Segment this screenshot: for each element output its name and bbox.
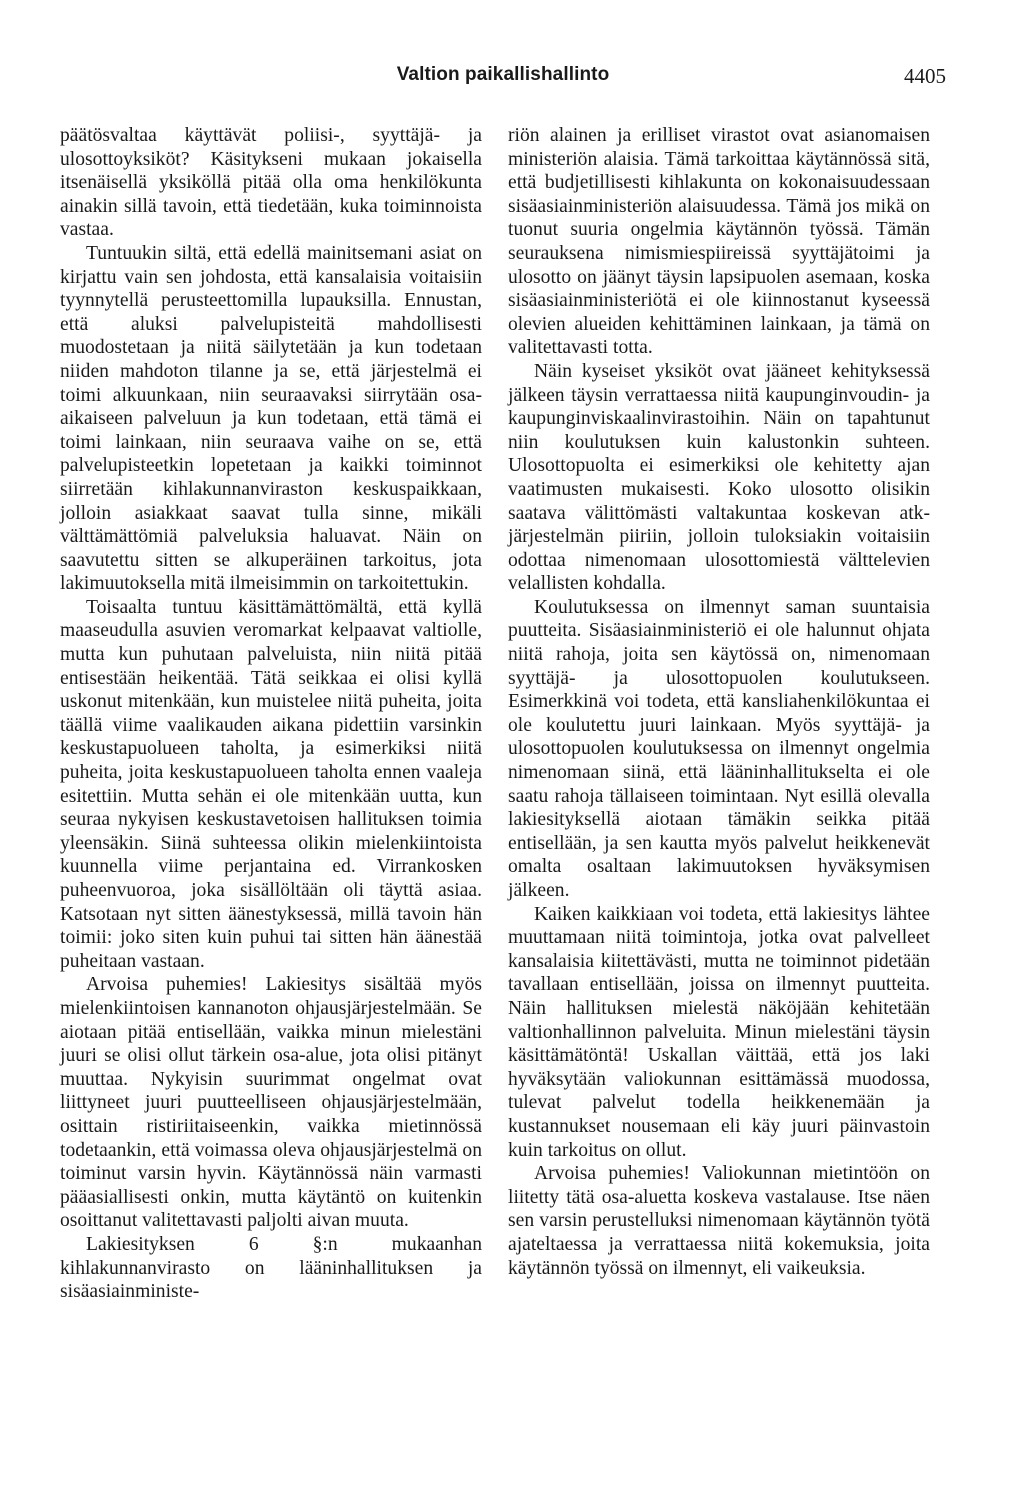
right-column bbox=[508, 124, 930, 1280]
paragraph: Lakiesityksen 6 §:n mukaanhan kihlakunnanvirasto on lääninhallituksen ja sisäasiainministe- bbox=[60, 1233, 482, 1303]
paragraph: Kaiken kaikkiaan voi todeta, että lakiesitys lähtee muuttamaan niitä toimintoja, jotka ovat palvelleet kansalaisia kiitettävästi, mutta ne toiminnot pidetään tavallaan entisellään, joissa on ilmennyt puutteita. Näin hallituksen mielestä näköjään kehitetään valtionhallinnon palveluita. Minun mielestäni täysin käsittämätöntä! Uskallan väittää, että jos laki hyväksytään valiokunnan esittämässä muodossa, tulevat palvelut todella heikkenemään ja kustannukset nousemaan eli käy juuri päinvastoin kuin tarkoitus on ollut. bbox=[508, 903, 930, 1161]
left-column bbox=[60, 124, 482, 1304]
paragraph: Koulutuksessa on ilmennyt saman suuntaisia puutteita. Sisäasiainministeriö ei ole halunnut ohjata niitä rahoja, joita sen käytössä on, nimenomaan syyttäjä- ja ulosottopuolen koulutukseen. Esimerkkinä voi todeta, että kansliahenkilökuntaa ei ole koulutettu juuri lainkaan. Myös syyttäjä- ja ulosottopuolen koulutuksessa on ilmennyt ongelmia nimenomaan siinä, että lääninhallitukselta ei ole saatu rahoja tällaiseen toimintaan. Nyt esillä olevalla lakiesityksellä aiotaan tämäkin seikka pitää entisellään, ja sen kautta myös palvelut heikkenevät omalta osaltaan lakimuutoksen hyväksymisen jälkeen. bbox=[508, 596, 930, 901]
paragraph: Näin kyseiset yksiköt ovat jääneet kehityksessä jälkeen täysin verrattaessa niitä kaupunginvoudin- ja kaupunginviskaalinvirastoihin. Näin on tapahtunut niin koulutuksen kuin kalustonkin suhteen. Ulosottopuolta ei esimerkiksi ole kehitetty ajan vaatimusten mukaisesti. Koko ulosotto olisikin saatava välittömästi valtakuntaa koskevan atk-järjestelmän piiriin, jolloin tuloksiakin voitaisiin odottaa nimenomaan ulosottomiestä välttelevien velallisten kohdalla. bbox=[508, 360, 930, 595]
paragraph: Toisaalta tuntuu käsittämättömältä, että kyllä maaseudulla asuvien veromarkat kelpaavat valtiolle, mutta kun puhutaan palveluista, niin niitä pitää entisestään heikentää. Tätä seikkaa ei olisi kyllä uskonut mitenkään, kun muistelee niitä puheita, joita täällä viime vaalikauden aikana pidettiin varsinkin keskustapuolueen taholta, ja esimerkiksi niitä puheita, joita keskustapuolueen taholta ennen vaaleja esitettiin. Mutta sehän ei ole mitenkään uutta, kun seuraa nykyisen keskustavetoisen hallituksen toimia yleensäkin. Siinä suhteessa olikin mielenkiintoista kuunnella viime perjantaina ed. Virrankosken puheenvuoroa, joka sisällöltään oli täyttä asiaa. Katsotaan nyt sitten äänestyksessä, millä tavoin hän toimii: joko siten kuin puhui tai sitten hän äänestää puheitaan vastaan. bbox=[60, 596, 482, 972]
page-number: 4405 bbox=[904, 64, 946, 88]
paragraph: Arvoisa puhemies! Valiokunnan mietintöön on liitetty tätä osa-aluetta koskeva vastalause. Itse näen sen varsin perustelluksi nimenomaan käytännön työtä ajateltaessa ja verrattaessa niitä kokemuksia, joita käytännön työssä on ilmennyt, eli vaikeuksia. bbox=[508, 1163, 930, 1279]
paragraph: riön alainen ja erilliset virastot ovat asianomaisen ministeriön alaisia. Tämä tarkoittaa käytännössä sitä, että budjetillisesti kihlakunta on kokonaisuudessaan sisäasiainministeriön alaisuudessa. Tämä jos mikä on tuonut suuria ongelmia käytännön työssä. Tämän seurauksena nimismiespiireissä syyttäjätoimi ja ulosotto on jäänyt täysin lapsipuolen asemaan, koska sisäasiainministeriötä ei ole kiinnostanut kyseessä olevien alueiden kehittäminen lainkaan, ja tämä on valitettavasti totta. bbox=[508, 125, 930, 359]
paragraph: Tuntuukin siltä, että edellä mainitsemani asiat on kirjattu vain sen johdosta, että kansalaisia voitaisiin tyynnytellä perusteettomilla lupauksilla. Ennustan, että aluksi palvelupisteitä mahdollisesti muodostetaan ja niitä säilytetään ja kun todetaan niiden mahdoton tilanne ja se, että järjestelmä ei toimi alkuunkaan, niin seuraavaksi siirrytään osa-aikaiseen palveluun ja kun todetaan, että tämä ei toimi lainkaan, niin seuraava vaihe on se, että palvelupisteetkin lopetetaan ja kaikki toiminnot siirretään kihlakunnanviraston keskuspaikkaan, jolloin asiakkaat saavat tulla sinne, mikäli välttämättömiä palveluksia haluavat. Näin on saavutettu sitten se alkuperäinen tarkoitus, jota lakimuutoksella mitä ilmeisimmin on tarkoitettukin. bbox=[60, 242, 482, 595]
paragraph: Arvoisa puhemies! Lakiesitys sisältää myös mielenkiintoisen kannanoton ohjausjärjestelmään. Se aiotaan pitää entisellään, vaikka minun mielestäni juuri se olisi ollut tärkein osa-alue, jota olisi pitänyt muuttaa. Nykyisin suurimmat ongelmat ovat liittyneet juuri puutteelliseen ohjausjärjestelmään, osittain ristiriitaiseenkin, vaikka mietinnössä todetaankin, että voimassa oleva ohjausjärjestelmä on toiminut varsin hyvin. Käytännössä näin varmasti pääasiallisesti onkin, mutta käytäntö on kuitenkin osoittanut valitettavasti paljolti aivan muuta. bbox=[60, 974, 482, 1232]
page-header bbox=[60, 64, 946, 92]
paragraph: päätösvaltaa käyttävät poliisi-, syyttäjä- ja ulosottoyksiköt? Käsitykseni mukaan jokaisella itsenäisellä yksiköllä pitää olla oma henkilökunta ainakin sillä tavoin, että tiedetään, kuka toiminnoista vastaa. bbox=[60, 125, 482, 241]
running-title: Valtion paikallishallinto bbox=[396, 64, 610, 85]
